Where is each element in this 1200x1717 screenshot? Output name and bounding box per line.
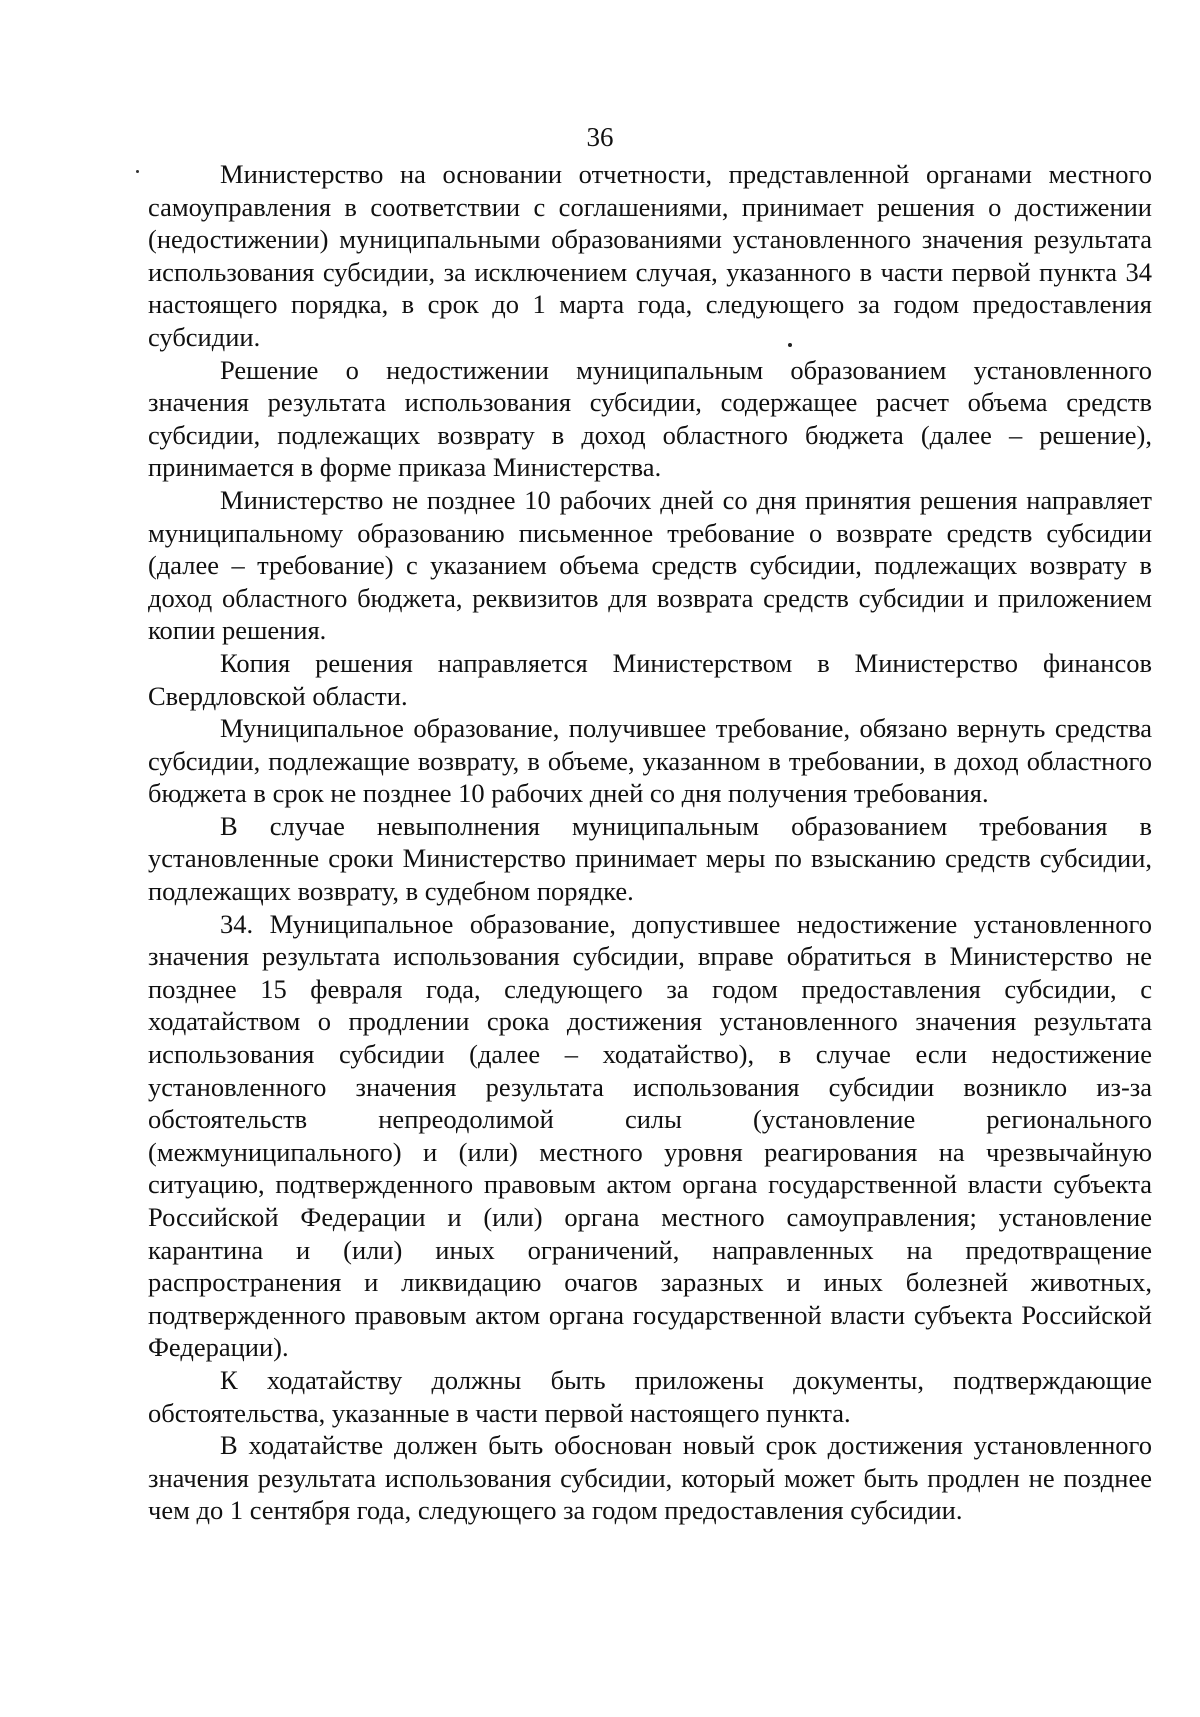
paragraph: Решение о недостижении муниципальным образованием установленного значения результата использования субсидии, содержащее расчет объема средств субсидии, подлежащих возврату в доход областного бюджета (далее – решение), принимается в форме приказа Министерства. xyxy=(148,354,1152,483)
paragraph: Копия решения направляется Министерством в Министерство финансов Свердловской области. xyxy=(148,647,1152,711)
paragraph: Министерство не позднее 10 рабочих дней со дня принятия решения направляет муниципальному образованию письменное требование о возврате средств субсидии (далее – требование) с указанием объема средств субсидии, подлежащих возврату в доход областного бюджета, реквизитов для возврата средств субсидии и приложением копии решения. xyxy=(148,484,1152,646)
paragraph: В ходатайстве должен быть обоснован новый срок достижения установленного значения результата использования субсидии, который может быть продлен не позднее чем до 1 сентября года, следующего за годом предоставления субсидии. xyxy=(148,1430,1152,1526)
paragraph: К ходатайству должны быть приложены документы, подтверждающие обстоятельства, указанные в части первой настоящего пункта. xyxy=(148,1364,1152,1428)
paragraph: В случае невыполнения муниципальным образованием требования в установленные сроки Министерство принимает меры по взысканию средств субсидии, подлежащих возврату, в судебном порядке. xyxy=(148,810,1152,907)
paragraph: Министерство на основании отчетности, представленной органами местного самоуправления в соответствии с соглашениями, принимает решения о достижении (недостижении) муниципальными образованиями установленного значения результата использования субсидии, за исключением случая, указанного в части первой пункта 34 настоящего порядка, в срок до 1 марта года, следующего за годом предоставления субсидии. xyxy=(148,159,1152,352)
paragraph: Муниципальное образование, получившее требование, обязано вернуть средства субсидии, подлежащие возврату, в объеме, указанном в требовании, в доход областного бюджета в срок не позднее 10 рабочих дней со дня получения требования. xyxy=(148,713,1152,809)
page-number: 36 xyxy=(586,122,614,152)
paragraph-item-34: 34. Муниципальное образование, допустившее недостижение установленного значения результата использования субсидии, вправе обратиться в Министерство не позднее 15 февраля года, следующего за годом предоставления субсидии, с ходатайством о продлении срока достижения установленного значения результата использования субсидии (далее – ходатайство), в случае если недостижение установленного значения результата использования субсидии возникло из-за обстоятельств непреодолимой силы (установление регионального (межмуниципального) и (или) местного уровня реагирования на чрезвычайную ситуацию, подтвержденного правовым актом органа государственной власти субъекта Российской Федерации и (или) органа местного самоуправления; установление карантина и (или) иных ограничений, направленных на предотвращение распространения и ликвидацию очагов заразных и иных болезней животных, подтвержденного правовым актом органа государственной власти субъекта Российской Федерации). xyxy=(148,908,1152,1363)
scan-speck xyxy=(136,170,139,173)
document-body xyxy=(148,158,1152,1527)
